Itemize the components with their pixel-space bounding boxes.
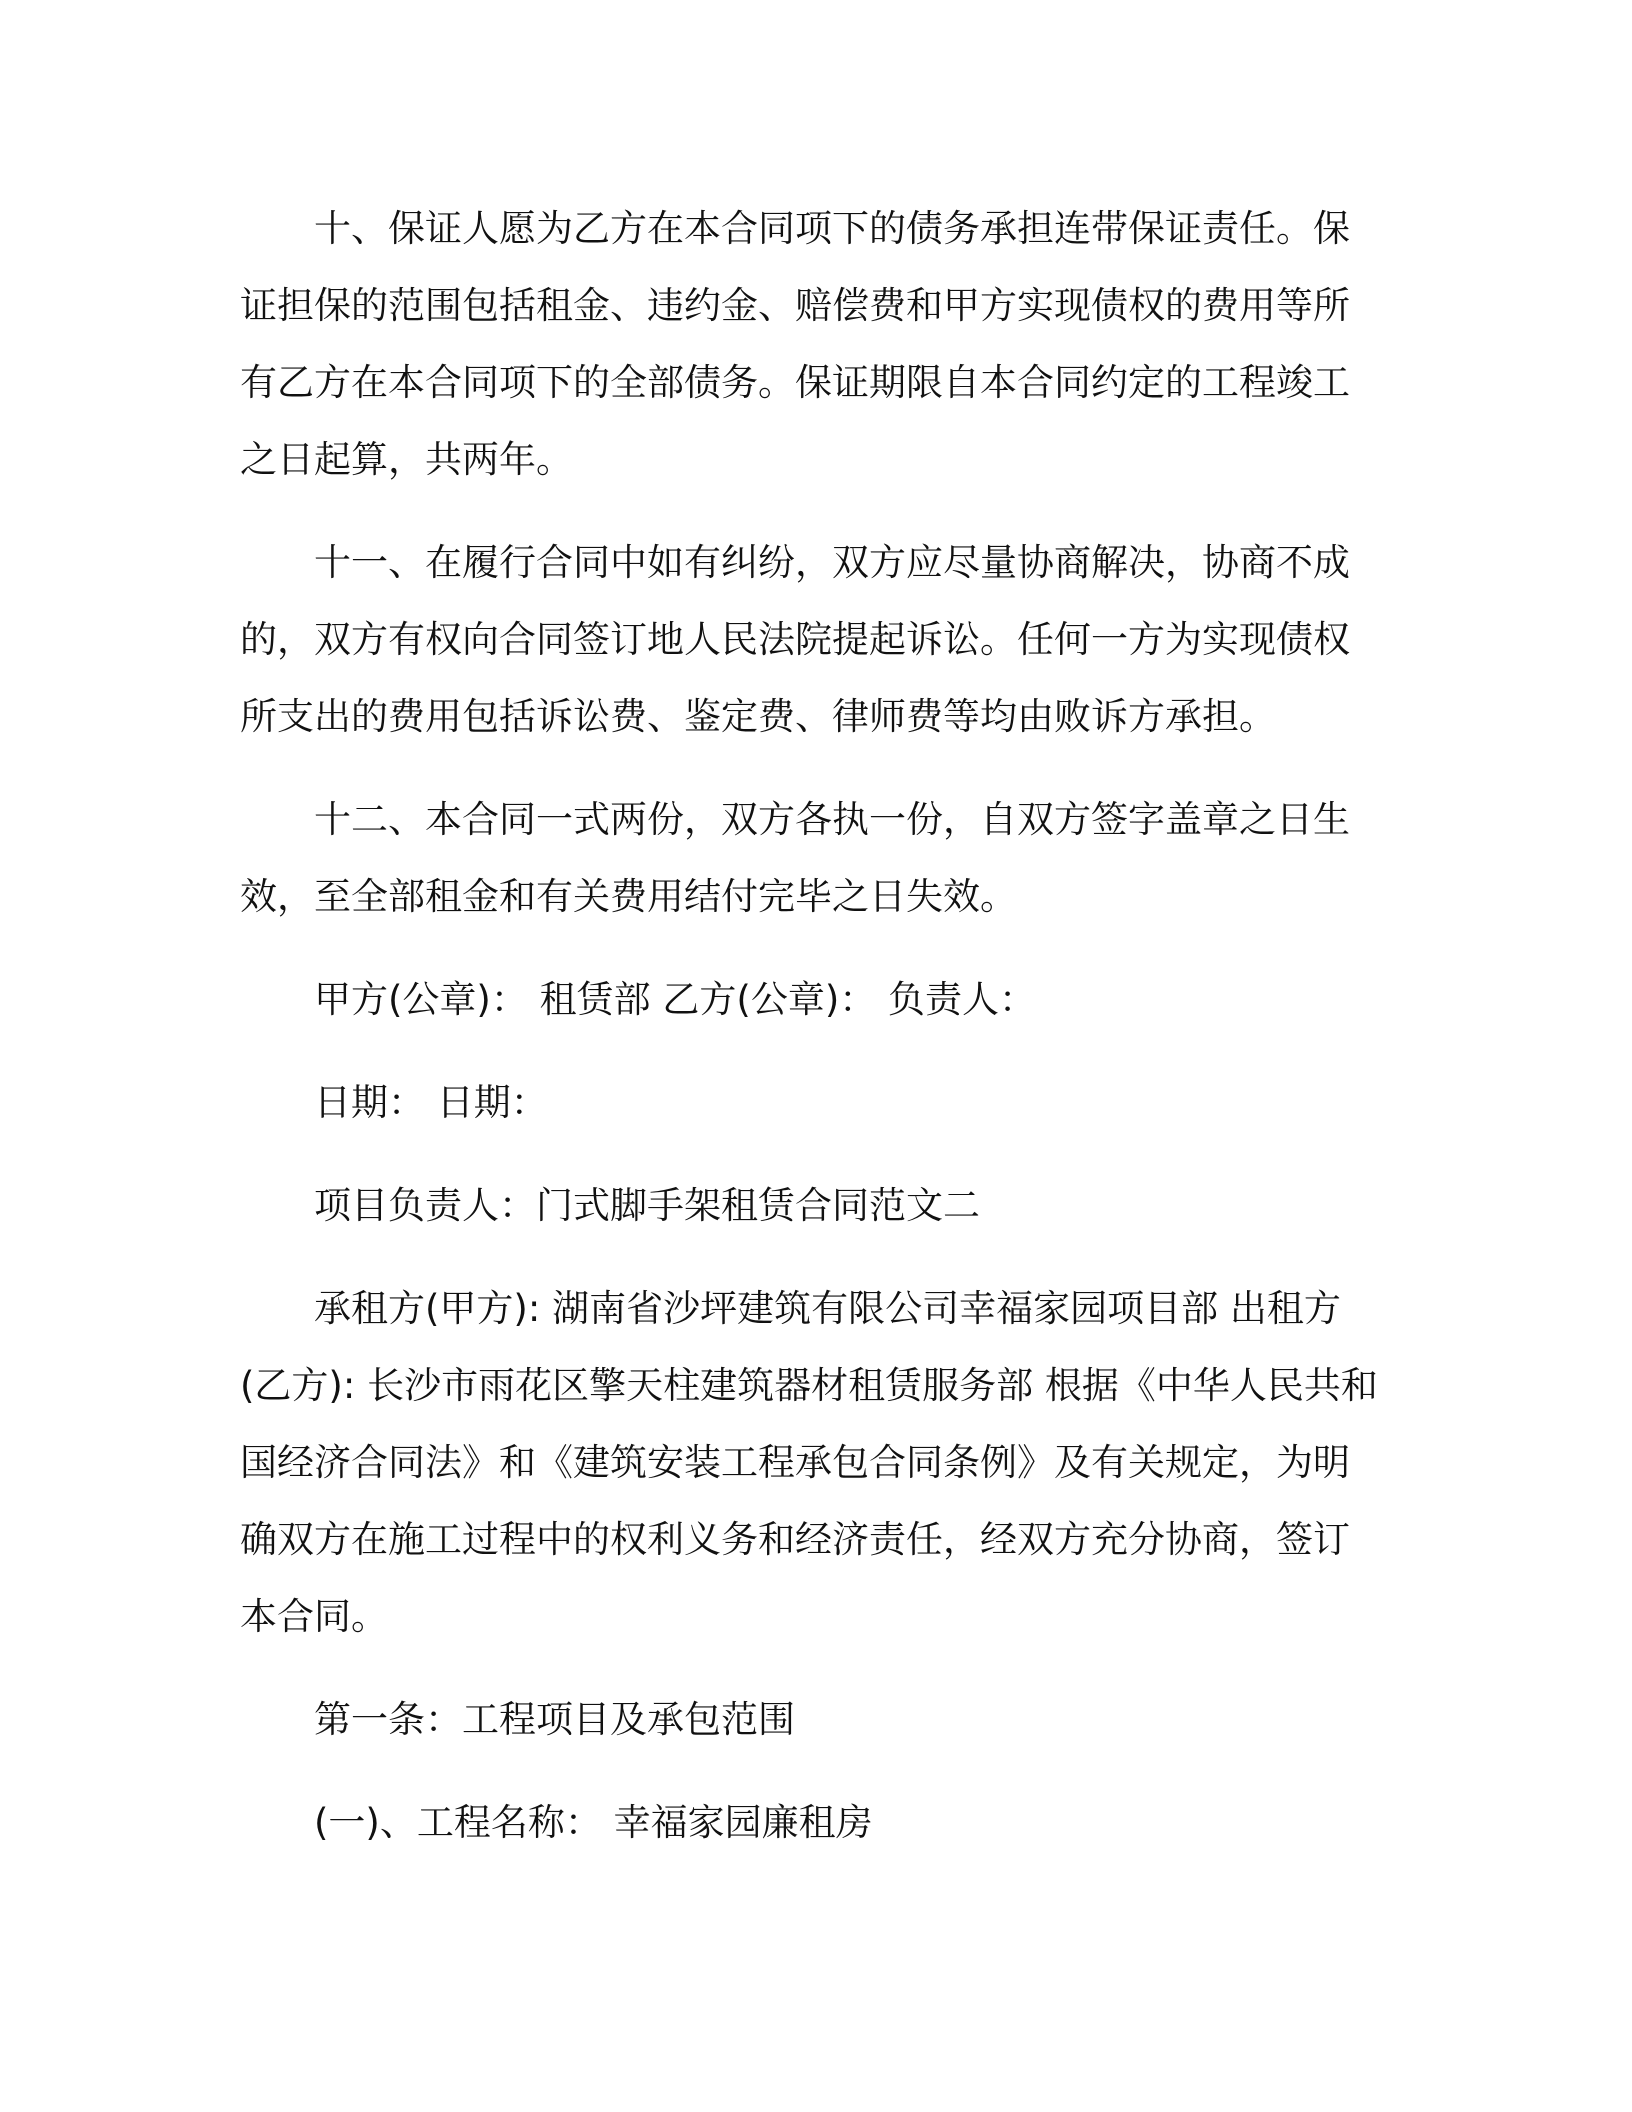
project-name-line: (一)、工程名称： 幸福家园廉租房	[314, 1801, 873, 1844]
article-one-heading: 第一条：工程项目及承包范围	[314, 1698, 795, 1741]
date-line: 日期： 日期：	[314, 1081, 548, 1124]
parties-paragraph: 承租方(甲方): 湖南省沙坪建筑有限公司幸福家园项目部 出租方(乙方): 长沙市雨花区擎天柱建筑器材租赁服务部 根据《中华人民共和国经济合同法》和《建筑安装工程承包合同条例》及有关规定，为明确双方在施工过程中的权利义务和经济责任，经双方充分协商，签订本合同。	[240, 1287, 1378, 1638]
document-body	[240, 190, 1380, 1861]
project-lead-line: 项目负责人：门式脚手架租赁合同范文二	[314, 1184, 980, 1227]
paragraph-clause-11: 十一、在履行合同中如有纠纷，双方应尽量协商解决，协商不成的，双方有权向合同签订地人民法院提起诉讼。任何一方为实现债权所支出的费用包括诉讼费、鉴定费、律师费等均由败诉方承担。	[240, 541, 1350, 738]
paragraph-clause-10: 十、保证人愿为乙方在本合同项下的债务承担连带保证责任。保证担保的范围包括租金、违约金、赔偿费和甲方实现债权的费用等所有乙方在本合同项下的全部债务。保证期限自本合同约定的工程竣工之日起算，共两年。	[240, 207, 1350, 481]
paragraph-clause-12: 十二、本合同一式两份，双方各执一份，自双方签字盖章之日生效，至全部租金和有关费用结付完毕之日失效。	[240, 798, 1350, 918]
signature-line: 甲方(公章)： 租赁部 乙方(公章)： 负责人：	[314, 978, 1037, 1021]
